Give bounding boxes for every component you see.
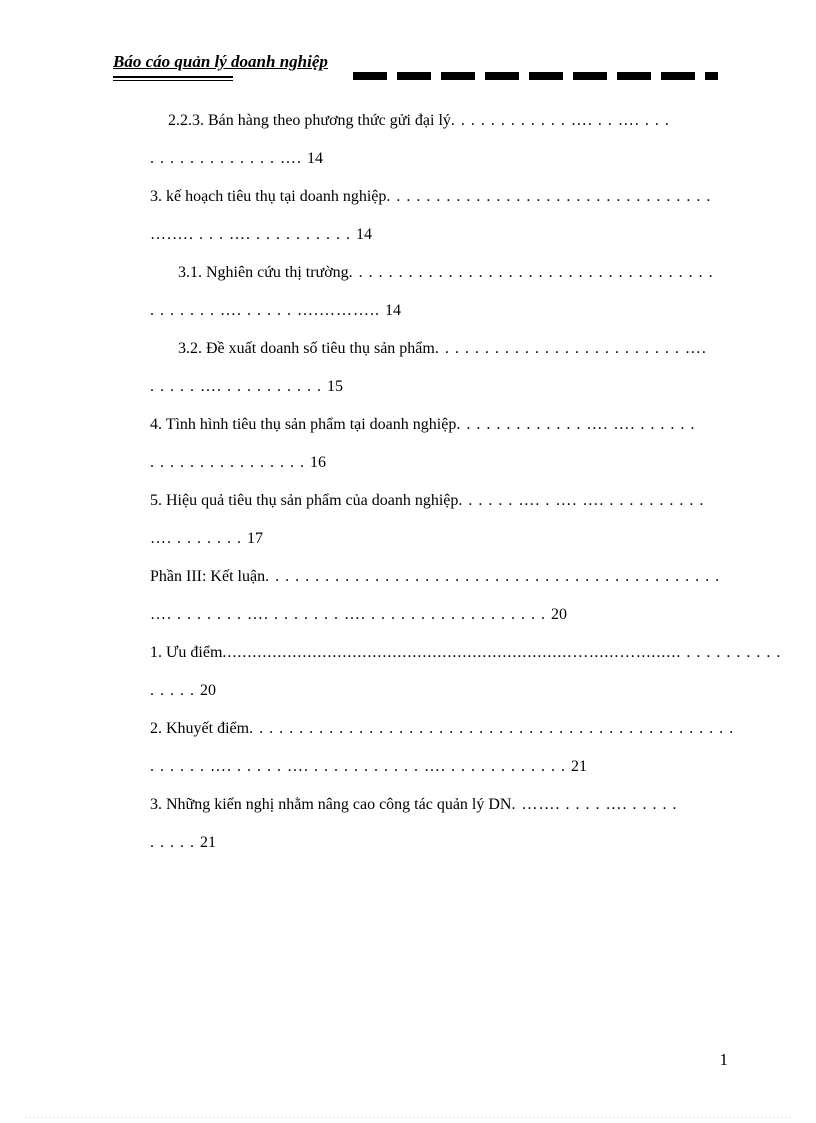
toc-dot-leader: . . . . . . . . . . . . . . . . . . . . . . . . . ….: [434, 340, 707, 357]
toc-dot-leader: . . . . . . . . . . . . . . . . . . . . . . . . . . . . . . . . . . . . . . . . . . . . . .: [265, 568, 721, 585]
toc-entry-continuation: [150, 292, 718, 330]
toc-entry-label: 2. Khuyết điểm: [150, 720, 250, 737]
toc-entry-line: [150, 178, 718, 216]
toc-entry[interactable]: [150, 558, 721, 634]
toc-dot-leader: . . . . .: [150, 834, 200, 851]
toc-dot-leader: ......................................................................…......…......... . . . . . . . . . .: [222, 644, 782, 661]
toc-dot-leader: . . . . . . . . . . . . . . . . . . . . . . . . . . . . . . . . .: [386, 188, 712, 205]
toc-dot-leader: …. . . . . . . . …. . . . . . . . …. . . . . . . . . . . . . . . . . . .: [150, 606, 551, 623]
toc-entry-label: 3.1. Nghiên cứu thị trường: [178, 264, 349, 281]
toc-page-number: 17: [247, 530, 263, 547]
toc-entry[interactable]: [150, 178, 718, 254]
toc-entry-line: [150, 482, 718, 520]
toc-entry-label: 3.2. Đề xuất doanh số tiêu thụ sản phẩm: [178, 340, 435, 357]
document-title: Báo cáo quản lý doanh nghiệp: [113, 52, 328, 71]
toc-dot-leader: ….…. . . . …. . . . . . . . . . .: [150, 226, 356, 243]
toc-entry[interactable]: [150, 330, 718, 406]
toc-entry-continuation: [150, 672, 718, 710]
toc-entry-continuation: [150, 368, 718, 406]
toc-entry-label: 3. kế hoạch tiêu thụ tại doanh nghiệp: [150, 188, 387, 205]
toc-entry-label: 5. Hiệu quả tiêu thụ sản phẩm của doanh nghiệp: [150, 492, 459, 509]
toc-page-number: 16: [310, 454, 326, 471]
toc-entry-label: 2.2.3. Bán hàng theo phương thức gửi đại lý: [168, 112, 451, 129]
toc-dot-leader: . ……. . . . . …. . . . . .: [511, 796, 678, 813]
toc-page-number: 20: [200, 682, 216, 699]
toc-dot-leader: . . . . . . . . . . . . . …. …. . . . . . .: [456, 416, 696, 433]
toc-entry-label: 4. Tình hình tiêu thụ sản phẩm tại doanh nghiệp: [150, 416, 457, 433]
toc-entry[interactable]: [150, 710, 735, 786]
toc-entry[interactable]: [150, 786, 718, 862]
toc-entry[interactable]: [150, 254, 718, 330]
toc-dot-leader: …. . . . . . . .: [150, 530, 247, 547]
toc-dot-leader: . . . . .: [150, 682, 200, 699]
toc-page-number: 14: [385, 302, 401, 319]
toc-dot-leader: . . . . . . . . . . . . . . . .: [150, 454, 310, 471]
header-rule-bottom: [113, 80, 233, 81]
toc-entry-continuation: [150, 140, 718, 178]
header-dash-line: [353, 72, 718, 80]
toc-page-number: 21: [571, 758, 587, 775]
toc-dot-leader: . . . . . . . . . . . . . ….: [150, 150, 307, 167]
toc-entry-continuation: [150, 748, 718, 786]
toc-entry[interactable]: [150, 482, 718, 558]
page-header: [113, 52, 718, 82]
toc-page-number: 20: [551, 606, 567, 623]
toc-dot-leader: . . . . . …. . . . . . . . . . .: [150, 378, 327, 395]
toc-entry-continuation: [150, 824, 718, 862]
toc-entry-line: [150, 102, 718, 140]
toc-entry-line: [150, 330, 718, 368]
header-rule-top: [113, 76, 233, 78]
table-of-contents: [150, 102, 782, 862]
toc-page-number: 21: [200, 834, 216, 851]
toc-entry-line: [150, 254, 718, 292]
toc-entry[interactable]: [150, 102, 718, 178]
toc-dot-leader: . . . . . . . . . . . . . . . . . . . . . . . . . . . . . . . . . . . . . . . . . . . . . . . . .: [249, 720, 735, 737]
toc-entry-line: [150, 406, 718, 444]
page-bottom-border: [25, 1117, 791, 1118]
toc-entry-line: [150, 558, 721, 596]
toc-dot-leader: . . . . . . …. . . . . . …. . . . . . . . . . . . …. . . . . . . . . . . . .: [150, 758, 571, 775]
toc-entry-continuation: [150, 216, 718, 254]
toc-entry[interactable]: [150, 634, 782, 710]
toc-entry-line: [150, 634, 782, 672]
toc-entry[interactable]: [150, 406, 718, 482]
toc-dot-leader: . . . . . . . . . . . . …. . . …. . . .: [450, 112, 670, 129]
toc-entry-label: 1. Ưu điểm: [150, 644, 223, 661]
page-number: 1: [719, 1050, 728, 1069]
toc-entry-label: 3. Những kiến nghị nhằm nâng cao công tác quản lý DN: [150, 796, 512, 813]
toc-entry-line: [150, 786, 718, 824]
toc-page-number: 14: [356, 226, 372, 243]
toc-entry-label: Phần III: Kết luận: [150, 568, 266, 585]
toc-page-number: 15: [327, 378, 343, 395]
toc-entry-continuation: [150, 520, 718, 558]
toc-entry-line: [150, 710, 735, 748]
toc-dot-leader: . . . . . . . …. . . . . . ….………..: [150, 302, 385, 319]
toc-dot-leader: . . . . . . …. . …. …. . . . . . . . . . .: [458, 492, 705, 509]
toc-entry-continuation: [150, 444, 718, 482]
toc-entry-continuation: [150, 596, 718, 634]
toc-page-number: 14: [307, 150, 323, 167]
toc-dot-leader: . . . . . . . . . . . . . . . . . . . . . . . . . . . . . . . . . . . . .: [348, 264, 714, 281]
